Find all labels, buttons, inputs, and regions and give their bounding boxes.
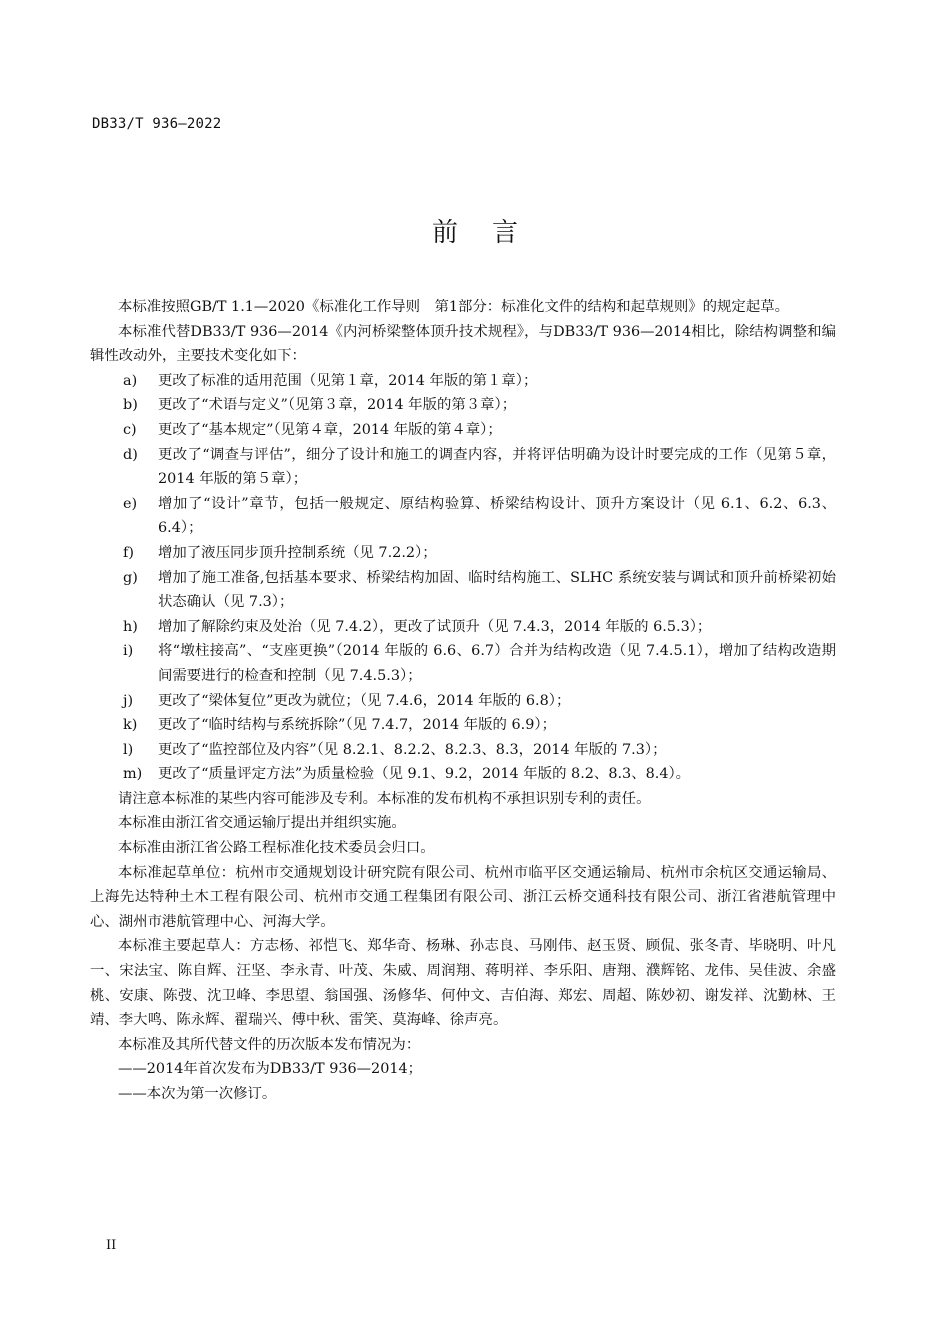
list-item: [90, 738, 836, 763]
list-marker: b): [123, 397, 138, 414]
list-item: [90, 639, 836, 688]
list-marker: h): [123, 618, 138, 635]
list-item-text: 更改了标准的适用范围（见第１章，2014 年版的第１章）；: [158, 372, 538, 389]
list-item: [90, 443, 836, 492]
changes-list: [90, 369, 836, 787]
list-marker: g): [123, 569, 138, 586]
page-title: 前言: [431, 218, 552, 248]
list-item: [90, 762, 836, 787]
history-item: ——本次为第一次修订。: [118, 1086, 277, 1102]
list-item-text: 增加了液压同步顶升控制系统（见 7.2.2）；: [158, 544, 437, 561]
list-item: [90, 713, 836, 738]
list-item: [90, 689, 836, 714]
drafters-paragraph: 本标准主要起草人：方志杨、祁恺飞、郑华奇、杨琳、孙志良、马刚伟、赵玉贤、顾侃、张冬青、毕晓明、叶凡一、宋法宝、陈自辉、汪坚、李永青、叶茂、朱威、周润翔、蒋明祥、李乐阳、唐翔、濮辉铭、龙伟、吴佳波、余盛桃、安康、陈弢、沈卫峰、李思望、翁国强、汤修华、何仲文、吉伯海、郑宏、周超、陈妙初、谢发祥、沈勤林、王靖、李大鸣、陈永辉、翟瑞兴、傅中秋、雷笑、莫海峰、徐声亮。: [90, 938, 836, 1029]
page-number: II: [106, 1238, 117, 1253]
list-item: [90, 369, 836, 394]
list-marker: k): [123, 717, 138, 734]
patent-notice: 请注意本标准的某些内容可能涉及专利。本标准的发布机构不承担识别专利的责任。: [118, 790, 651, 807]
history-intro: 本标准及其所代替文件的历次版本发布情况为：: [118, 1036, 421, 1053]
list-item: [90, 418, 836, 443]
drafting-units-paragraph: 本标准起草单位：杭州市交通规划设计研究院有限公司、杭州市临平区交通运输局、杭州市余杭区交通运输局、上海先达特种土木工程有限公司、杭州市交通工程集团有限公司、浙江云桥交通科技有限公司、浙江省港航管理中心、湖州市港航管理中心、河海大学。: [90, 864, 836, 930]
list-item-text: 更改了“临时结构与系统拆除”（见 7.4.7，2014 年版的 6.9）；: [158, 717, 556, 734]
list-item: [90, 492, 836, 541]
list-marker: a): [123, 372, 138, 389]
list-marker: f): [123, 544, 134, 561]
list-marker: m): [123, 766, 143, 783]
list-item-text: 更改了“调查与评估”，细分了设计和施工的调查内容，并将评估明确为设计时要完成的工作（见第５章，2014 年版的第５章）；: [158, 446, 836, 488]
list-marker: e): [123, 495, 138, 512]
list-item-text: 将“墩柱接高”、“支座更换”（2014 年版的 6.6、6.7）合并为结构改造（见 7.4.5.1），增加了结构改造期间需要进行的检查和控制（见 7.4.5.3）；: [158, 643, 836, 684]
list-item-text: 增加了解除约束及处治（见 7.4.2），更改了试顶升（见 7.4.3，2014 年版的 6.5.3）；: [158, 618, 712, 635]
list-marker: c): [123, 421, 137, 438]
list-item: [90, 541, 836, 566]
list-item-text: 增加了施工准备,包括基本要求、桥梁结构加固、临时结构施工、SLHC 系统安装与调试和顶升前桥梁初始状态确认（见 7.3）；: [158, 569, 836, 611]
intro-paragraph-1: 本标准按照GB/T 1.1—2020《标准化工作导则 第1部分：标准化文件的结构和起草规则》的规定起草。: [118, 299, 789, 315]
list-item: [90, 566, 836, 615]
list-item-text: 更改了“监控部位及内容”（见 8.2.1、8.2.2、8.2.3、8.3，2014 年版的 7.3）；: [158, 741, 667, 758]
list-item-text: 更改了“梁体复位”更改为就位；（见 7.4.6，2014 年版的 6.8）；: [158, 692, 571, 709]
document-number: DB33/T 936—2022: [92, 116, 222, 132]
list-item-text: 增加了“设计”章节，包括一般规定、原结构验算、桥梁结构设计、顶升方案设计（见 6.1、6.2、6.3、6.4）；: [158, 495, 836, 537]
history-item: ——2014年首次发布为DB33/T 936—2014；: [118, 1061, 423, 1078]
list-item: [90, 393, 836, 418]
list-item-text: 更改了“术语与定义”（见第３章，2014 年版的第３章）；: [158, 397, 517, 414]
list-item: [90, 615, 836, 640]
technical-committee-paragraph: 本标准由浙江省公路工程标准化技术委员会归口。: [118, 840, 435, 857]
list-item-text: 更改了“质量评定方法”为质量检验（见 9.1、9.2，2014 年版的 8.2、8.3、8.4）。: [158, 766, 691, 783]
list-marker: i): [123, 643, 134, 660]
list-marker: j): [123, 692, 134, 709]
intro-paragraph-2: 本标准代替DB33/T 936—2014《内河桥梁整体顶升技术规程》，与DB33/T 936—2014相比，除结构调整和编辑性改动外，主要技术变化如下：: [90, 323, 836, 365]
list-item-text: 更改了“基本规定”（见第４章，2014 年版的第４章）；: [158, 421, 502, 438]
proposer-paragraph: 本标准由浙江省交通运输厅提出并组织实施。: [118, 815, 406, 832]
foreword-body: [90, 295, 836, 1107]
list-marker: l): [123, 741, 134, 758]
list-marker: d): [123, 446, 138, 463]
